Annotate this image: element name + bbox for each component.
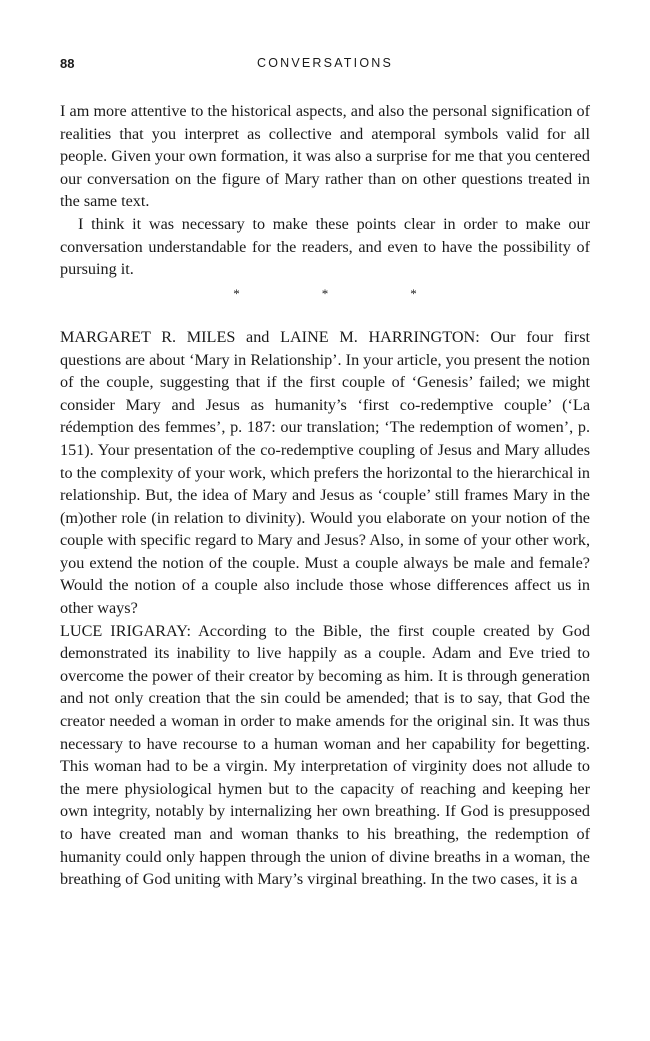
asterisk-3: * [410,285,417,301]
body-text [60,100,590,891]
running-head [60,56,590,76]
running-title: CONVERSATIONS [256,56,394,70]
page-number: 88 [60,56,75,71]
paragraph-question: MARGARET R. MILES and LAINE M. HARRINGTON: Our four first questions are about ‘Mary in Relationship’. In your article, you present the notion of the couple, suggesting that if the first couple of ‘Genesis’ failed; we might consider Mary and Jesus as humanity’s ‘first co-redemptive couple’ (‘La rédemption des femmes’, p. 187: our translation; ‘The redemption of women’, p. 151). Your presentation of the co-redemptive coupling of Jesus and Mary alludes to the complexity of your work, which prefers the horizontal to the hierarchical in relationship. But, the idea of Mary and Jesus as ‘couple’ still frames Mary in the (m)other role (in relation to divinity). Would you elaborate on your notion of the couple with specific regard to Mary and Jesus? Also, in some of your other work, you extend the notion of the couple. Must a couple always be male and female? Would the notion of a couple also include those whose differences affect us in other ways? [60,327,590,618]
asterisk-1: * [233,285,240,301]
section-break [60,281,590,304]
paragraph-continuation: I am more attentive to the historical aspects, and also the personal signification of realities that you interpret as collective and atemporal symbols valid for all people. Given your own formation, it was also a surprise for me that you centered our conversation on the figure of Mary rather than on other questions treated in the same text. [60,102,590,211]
paragraph-answer: LUCE IRIGARAY: According to the Bible, the first couple created by God demonstrated its inability to live happily as a couple. Adam and Eve tried to overcome the power of their creator by becoming as him. It is through generation and not only creation that the sin could be amended; that is to say, that God the creator needed a woman in order to make amends for the original sin. It was thus necessary to have recourse to a human woman and her capability for begetting. This woman had to be a virgin. My interpretation of virginity does not allude to the mere physiological hymen but to the capacity of reaching and keeping her own integrity, notably by internalizing her own breathing. If God is presupposed to have created man and woman thanks to his breathing, the redemption of humanity could only happen through the union of divine breaths in a woman, the breathing of God uniting with Mary’s virginal breathing. In the two cases, it is a [60,621,590,889]
asterisk-2: * [321,285,329,301]
paragraph-clarification: I think it was necessary to make these points clear in order to make our conversation understandable for the readers, and even to have the possibility of pursuing it. [60,214,590,279]
